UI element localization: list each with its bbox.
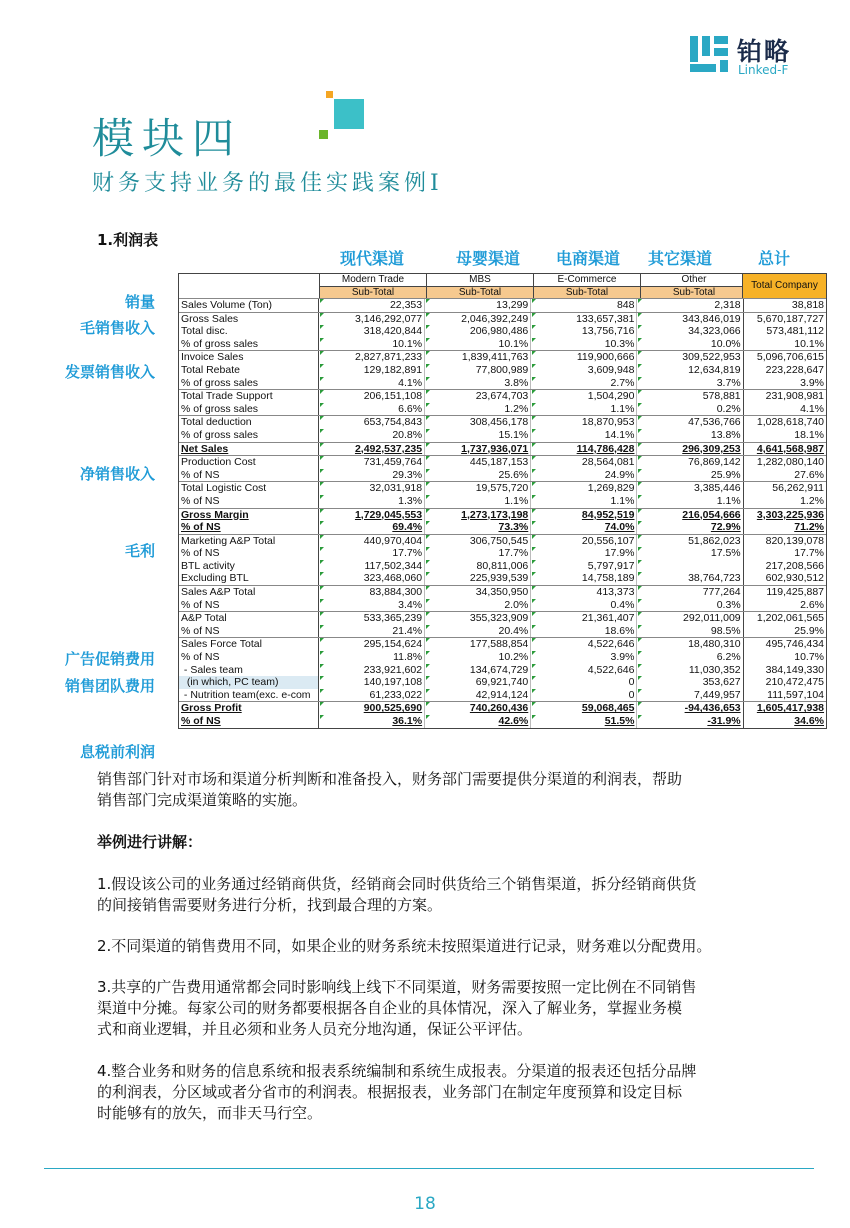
total-cell: 573,481,112 (743, 325, 826, 338)
table-row (179, 612, 826, 625)
total-cell: 10.7% (743, 651, 826, 664)
value-cell: 0.2% (636, 403, 742, 416)
value-cell: 32,031,918 (318, 482, 424, 495)
table-row (179, 715, 826, 728)
value-cell: 2,318 (636, 299, 742, 312)
value-cell: 308,456,178 (424, 416, 530, 429)
total-cell: 217,208,566 (743, 560, 826, 573)
table-row-group (179, 534, 826, 585)
channel-heading-mbs: 母婴渠道 (456, 249, 521, 268)
value-cell: 1.1% (530, 495, 636, 508)
table-row (179, 469, 826, 482)
value-cell: 1.1% (636, 495, 742, 508)
table-row-group (179, 312, 826, 351)
table-row (179, 599, 826, 612)
point-4-line-1: 4.整合业务和财务的信息系统和报表系统编制和系统生成报表。分渠道的报表还包括分品牌 (97, 1062, 697, 1080)
value-cell: 4,522,646 (530, 638, 636, 651)
side-label-ap: 广告促销费用 (64, 650, 155, 668)
value-cell: 177,588,854 (424, 638, 530, 651)
row-label: Total deduction (181, 416, 252, 429)
side-label-invoice-sales: 发票销售收入 (64, 363, 155, 381)
row-label: BTL activity (181, 559, 235, 572)
table-row (179, 299, 826, 312)
table-row (179, 456, 826, 469)
point-3-line-1: 3.共享的广告费用通常都会同时影响线上线下不同渠道，财务需要按照一定比例在不同销售 (97, 978, 697, 996)
value-cell: 10.1% (424, 338, 530, 351)
row-label: % of gross sales (181, 376, 259, 389)
table-row (179, 390, 826, 403)
value-cell: 7,449,957 (636, 689, 742, 702)
value-cell: 11,030,352 (636, 664, 742, 677)
footer-divider (44, 1168, 814, 1169)
value-cell: 1.3% (318, 495, 424, 508)
row-label: % of NS (181, 598, 220, 611)
value-cell: 0 (530, 676, 636, 689)
value-cell: 440,970,404 (318, 535, 424, 548)
value-cell: 42.6% (424, 715, 530, 728)
value-cell: 206,980,486 (424, 325, 530, 338)
point-3-line-3: 式和商业逻辑，并且必须和业务人员充分地沟通，保证公平评估。 (97, 1020, 533, 1038)
table-row (179, 625, 826, 638)
point-3-line-2: 渠道中分摊。每家公司的财务都要根据各自企业的具体情况，深入了解业务，掌握业务模 (97, 999, 683, 1017)
value-cell: 1,839,411,763 (424, 351, 530, 364)
table-row (179, 313, 826, 326)
row-label: % of gross sales (181, 428, 259, 441)
value-cell: 0 (530, 689, 636, 702)
value-cell: 17.7% (424, 547, 530, 560)
value-cell: 34,350,950 (424, 586, 530, 599)
example-heading: 举例进行讲解： (97, 833, 203, 851)
value-cell: 13.8% (636, 429, 742, 442)
value-cell: 578,881 (636, 390, 742, 403)
table-subtotal-row (179, 286, 826, 298)
value-cell: 34,323,066 (636, 325, 742, 338)
value-cell: 12,634,819 (636, 364, 742, 377)
table-row (179, 325, 826, 338)
row-label: (in which, PC team) (179, 676, 318, 689)
table-row-group (179, 350, 826, 389)
total-cell: 25.9% (743, 625, 826, 638)
row-label: Gross Profit (181, 702, 242, 715)
row-label: Total Logistic Cost (181, 482, 267, 495)
value-cell: 20,556,107 (530, 535, 636, 548)
value-cell: 3.7% (636, 377, 742, 390)
company-logo (690, 30, 820, 78)
header-other: Other (640, 274, 747, 286)
value-cell: 17.7% (318, 547, 424, 560)
table-row (179, 364, 826, 377)
total-cell: 5,096,706,615 (743, 351, 826, 364)
value-cell: 114,786,428 (530, 443, 636, 456)
total-cell: 111,597,104 (743, 689, 826, 702)
logo-text-en: Linked-F (738, 63, 789, 77)
row-label: % of NS (181, 521, 221, 534)
table-row (179, 689, 826, 702)
row-label: Excluding BTL (181, 572, 249, 585)
table-header-row (179, 274, 826, 286)
subtotal-label: Sub-Total (640, 286, 747, 298)
table-row (179, 702, 826, 715)
table-row (179, 443, 826, 456)
total-cell: 5,670,187,727 (743, 313, 826, 326)
subtotal-label: Sub-Total (426, 286, 533, 298)
point-2-line-1: 2.不同渠道的销售费用不同，如果企业的财务系统未按照渠道进行记录，财务难以分配费用。 (97, 937, 712, 955)
value-cell: 77,800,989 (424, 364, 530, 377)
page-number: 18 (414, 1194, 436, 1214)
total-cell: 820,139,078 (743, 535, 826, 548)
value-cell: 47,536,766 (636, 416, 742, 429)
point-4-line-3: 时能够有的放矢，而非天马行空。 (97, 1104, 323, 1122)
total-cell: 1,605,417,938 (743, 702, 826, 715)
value-cell: 117,502,344 (318, 560, 424, 573)
channel-heading-other: 其它渠道 (648, 249, 713, 268)
value-cell: 28,564,081 (530, 456, 636, 469)
row-label: - Sales team (181, 663, 243, 676)
table-row (179, 560, 826, 573)
side-label-gross-margin: 毛利 (124, 542, 155, 560)
logo-mark-icon (690, 34, 730, 74)
side-label-sales-force: 销售团队费用 (64, 677, 155, 695)
value-cell: 1.2% (424, 403, 530, 416)
channel-heading-modern: 现代渠道 (340, 249, 405, 268)
value-cell: 25.6% (424, 469, 530, 482)
value-cell: 1,737,936,071 (424, 443, 530, 456)
logo-text-cn: 铂略 (737, 37, 792, 66)
table-row (179, 377, 826, 390)
table-row-group (179, 481, 826, 507)
total-cell: 1,028,618,740 (743, 416, 826, 429)
value-cell: 206,151,108 (318, 390, 424, 403)
table-body (179, 298, 826, 728)
value-cell: 3,385,446 (636, 482, 742, 495)
value-cell: 83,884,300 (318, 586, 424, 599)
row-label: Marketing A&P Total (181, 534, 276, 547)
value-cell: 343,846,019 (636, 313, 742, 326)
value-cell: 69,921,740 (424, 676, 530, 689)
point-1-line-1: 1.假设该公司的业务通过经销商供货，经销商会同时供货给三个销售渠道，拆分经销商供货 (97, 875, 697, 893)
value-cell: 20.4% (424, 625, 530, 638)
header-mbs: MBS (426, 274, 533, 286)
value-cell: 119,900,666 (530, 351, 636, 364)
table-row (179, 547, 826, 560)
value-cell: 17.9% (530, 547, 636, 560)
row-label: Total Trade Support (181, 390, 273, 403)
table-row (179, 535, 826, 548)
value-cell: 14,758,189 (530, 572, 636, 585)
value-cell: 10.1% (318, 338, 424, 351)
total-cell: 17.7% (743, 547, 826, 560)
value-cell: 353,627 (636, 676, 742, 689)
value-cell: 5,797,917 (530, 560, 636, 573)
value-cell: 296,309,253 (636, 443, 742, 456)
total-cell: 1,282,080,140 (743, 456, 826, 469)
total-cell: 602,930,512 (743, 572, 826, 585)
value-cell: 323,468,060 (318, 572, 424, 585)
value-cell: 2,827,871,233 (318, 351, 424, 364)
value-cell: 20.8% (318, 429, 424, 442)
value-cell: 4,522,646 (530, 664, 636, 677)
value-cell: 17.5% (636, 547, 742, 560)
value-cell: 0.4% (530, 599, 636, 612)
value-cell: 413,373 (530, 586, 636, 599)
value-cell: 18,870,953 (530, 416, 636, 429)
point-1-line-2: 的间接销售需要财务进行分析，找到最合理的方案。 (97, 896, 443, 914)
header-total-company: Total Company (742, 274, 826, 298)
row-label: % of NS (181, 547, 220, 560)
table-row-group (179, 585, 826, 611)
value-cell: 74.0% (530, 521, 636, 534)
table-row-group (179, 298, 826, 312)
table-row-group (179, 508, 826, 534)
table-row (179, 664, 826, 677)
table-row (179, 351, 826, 364)
row-label: Sales Volume (Ton) (181, 299, 273, 311)
table-row (179, 586, 826, 599)
table-row (179, 416, 826, 429)
value-cell: 42,914,124 (424, 689, 530, 702)
value-cell: 25.9% (636, 469, 742, 482)
value-cell: 10.0% (636, 338, 742, 351)
total-cell: 1.2% (743, 495, 826, 508)
total-cell: 3.9% (743, 377, 826, 390)
value-cell: 24.9% (530, 469, 636, 482)
table-row-group (179, 611, 826, 637)
row-label: % of NS (181, 651, 220, 664)
value-cell: 318,420,844 (318, 325, 424, 338)
value-cell: 3.4% (318, 599, 424, 612)
value-cell: 140,197,108 (318, 676, 424, 689)
value-cell: 3,146,292,077 (318, 313, 424, 326)
value-cell: 1,729,045,553 (318, 509, 424, 522)
table-row (179, 338, 826, 351)
table-row (179, 495, 826, 508)
point-4-line-2: 的利润表，分区域或者分省市的利润表。根据报表，业务部门在制定年度预算和设定目标 (97, 1083, 683, 1101)
value-cell: 29.3% (318, 469, 424, 482)
table-row-group (179, 455, 826, 481)
table-row-group (179, 442, 826, 456)
deco-square-teal (334, 99, 364, 129)
row-label: % of NS (181, 494, 220, 507)
table-row (179, 482, 826, 495)
header-modern-trade: Modern Trade (319, 274, 426, 286)
value-cell: 129,182,891 (318, 364, 424, 377)
subtotal-label: Sub-Total (319, 286, 426, 298)
value-cell: 133,657,381 (530, 313, 636, 326)
row-label: Net Sales (181, 442, 229, 455)
value-cell: 84,952,519 (530, 509, 636, 522)
value-cell: 225,939,539 (424, 572, 530, 585)
value-cell: 653,754,843 (318, 416, 424, 429)
value-cell: 10.2% (424, 651, 530, 664)
value-cell: 4.1% (318, 377, 424, 390)
value-cell: 134,674,729 (424, 664, 530, 677)
row-label: Production Cost (181, 456, 256, 469)
value-cell: 445,187,153 (424, 456, 530, 469)
value-cell: 73.3% (424, 521, 530, 534)
total-cell: 1,202,061,565 (743, 612, 826, 625)
value-cell: 51,862,023 (636, 535, 742, 548)
value-cell: 3,609,948 (530, 364, 636, 377)
total-cell: 119,425,887 (743, 586, 826, 599)
side-label-ebit: 息税前利润 (79, 743, 155, 761)
value-cell (636, 560, 742, 573)
value-cell: 1.1% (530, 403, 636, 416)
total-cell: 71.2% (743, 521, 826, 534)
total-cell: 38,818 (743, 299, 826, 312)
value-cell: 0.3% (636, 599, 742, 612)
row-label: % of gross sales (181, 337, 259, 350)
channel-heading-total: 总计 (758, 249, 791, 268)
value-cell: 1.1% (424, 495, 530, 508)
value-cell: 23,674,703 (424, 390, 530, 403)
value-cell: 10.3% (530, 338, 636, 351)
deco-square-green (319, 130, 328, 139)
value-cell: 13,299 (424, 299, 530, 312)
total-cell: 3,303,225,936 (743, 509, 826, 522)
row-label: Total disc. (181, 325, 228, 338)
section-title: 1.利润表 (97, 231, 159, 249)
value-cell: 69.4% (318, 521, 424, 534)
value-cell: 13,756,716 (530, 325, 636, 338)
total-cell: 27.6% (743, 469, 826, 482)
channel-heading-ecommerce: 电商渠道 (556, 249, 621, 268)
table-row-group (179, 415, 826, 441)
value-cell: 900,525,690 (318, 702, 424, 715)
value-cell: 38,764,723 (636, 572, 742, 585)
value-cell: 731,459,764 (318, 456, 424, 469)
row-label: Sales A&P Total (181, 586, 256, 599)
value-cell: 15.1% (424, 429, 530, 442)
row-label: Total Rebate (181, 363, 240, 376)
table-row-group (179, 637, 826, 701)
value-cell: 21.4% (318, 625, 424, 638)
value-cell: 2,492,537,235 (318, 443, 424, 456)
value-cell: 11.8% (318, 651, 424, 664)
row-label: Invoice Sales (181, 351, 244, 364)
value-cell: 61,233,022 (318, 689, 424, 702)
value-cell: 72.9% (636, 521, 742, 534)
value-cell: 355,323,909 (424, 612, 530, 625)
total-cell: 18.1% (743, 429, 826, 442)
value-cell: 80,811,006 (424, 560, 530, 573)
total-cell: 495,746,434 (743, 638, 826, 651)
value-cell: 51.5% (530, 715, 636, 728)
module-title: 模块四 (92, 114, 243, 163)
table-row (179, 572, 826, 585)
row-label: % of NS (181, 624, 220, 637)
value-cell: 76,869,142 (636, 456, 742, 469)
value-cell: 216,054,666 (636, 509, 742, 522)
value-cell: 233,921,602 (318, 664, 424, 677)
value-cell: 6.6% (318, 403, 424, 416)
value-cell: 98.5% (636, 625, 742, 638)
total-cell: 231,908,981 (743, 390, 826, 403)
row-label: % of NS (181, 715, 221, 727)
value-cell: 306,750,545 (424, 535, 530, 548)
value-cell: 19,575,720 (424, 482, 530, 495)
value-cell: 14.1% (530, 429, 636, 442)
module-subtitle: 财务支持业务的最佳实践案例I (92, 171, 443, 196)
side-label-volume: 销量 (124, 293, 155, 311)
table-row (179, 403, 826, 416)
row-label: Gross Margin (181, 508, 249, 521)
total-cell: 384,149,330 (743, 664, 826, 677)
side-label-net-sales: 净销售收入 (79, 465, 155, 483)
value-cell: 295,154,624 (318, 638, 424, 651)
row-label: Gross Sales (181, 312, 239, 325)
table-row-group (179, 701, 826, 727)
value-cell: 777,264 (636, 586, 742, 599)
value-cell: 6.2% (636, 651, 742, 664)
row-label: A&P Total (181, 612, 227, 625)
value-cell: 309,522,953 (636, 351, 742, 364)
row-label: Sales Force Total (181, 638, 262, 651)
table-row-group (179, 389, 826, 415)
total-cell: 56,262,911 (743, 482, 826, 495)
intro-line-2: 销售部门完成渠道策略的实施。 (97, 791, 308, 809)
side-label-gross-sales: 毛销售收入 (79, 319, 155, 337)
total-cell: 2.6% (743, 599, 826, 612)
value-cell: 2,046,392,249 (424, 313, 530, 326)
header-ecommerce: E-Commerce (533, 274, 640, 286)
value-cell: 3.8% (424, 377, 530, 390)
value-cell: 1,273,173,198 (424, 509, 530, 522)
row-label: % of gross sales (181, 402, 259, 415)
value-cell: -94,436,653 (636, 702, 742, 715)
table-row (179, 651, 826, 664)
total-cell: 4.1% (743, 403, 826, 416)
total-cell: 223,228,647 (743, 364, 826, 377)
value-cell: 1,269,829 (530, 482, 636, 495)
value-cell: 3.9% (530, 651, 636, 664)
value-cell: 22,353 (318, 299, 424, 312)
subtotal-label: Sub-Total (533, 286, 640, 298)
value-cell: 21,361,407 (530, 612, 636, 625)
value-cell: -31.9% (636, 715, 742, 728)
value-cell: 59,068,465 (530, 702, 636, 715)
value-cell: 740,260,436 (424, 702, 530, 715)
total-cell: 4,641,568,987 (743, 443, 826, 456)
intro-line-1: 销售部门针对市场和渠道分析判断和准备投入，财务部门需要提供分渠道的利润表，帮助 (97, 770, 683, 788)
table-row (179, 521, 826, 534)
table-row (179, 509, 826, 522)
deco-square-orange (326, 91, 333, 98)
total-cell: 34.6% (743, 715, 826, 728)
value-cell: 848 (530, 299, 636, 312)
total-cell: 10.1% (743, 338, 826, 351)
total-cell: 210,472,475 (743, 676, 826, 689)
value-cell: 2.0% (424, 599, 530, 612)
row-label: % of NS (181, 468, 220, 481)
row-label: - Nutrition team(exc. e-com (181, 688, 311, 701)
table-row (179, 676, 826, 689)
value-cell: 18.6% (530, 625, 636, 638)
table-row (179, 638, 826, 651)
value-cell: 36.1% (318, 715, 424, 728)
value-cell: 533,365,239 (318, 612, 424, 625)
value-cell: 1,504,290 (530, 390, 636, 403)
value-cell: 2.7% (530, 377, 636, 390)
table-row (179, 429, 826, 442)
profit-table (178, 273, 827, 729)
value-cell: 292,011,009 (636, 612, 742, 625)
value-cell: 18,480,310 (636, 638, 742, 651)
